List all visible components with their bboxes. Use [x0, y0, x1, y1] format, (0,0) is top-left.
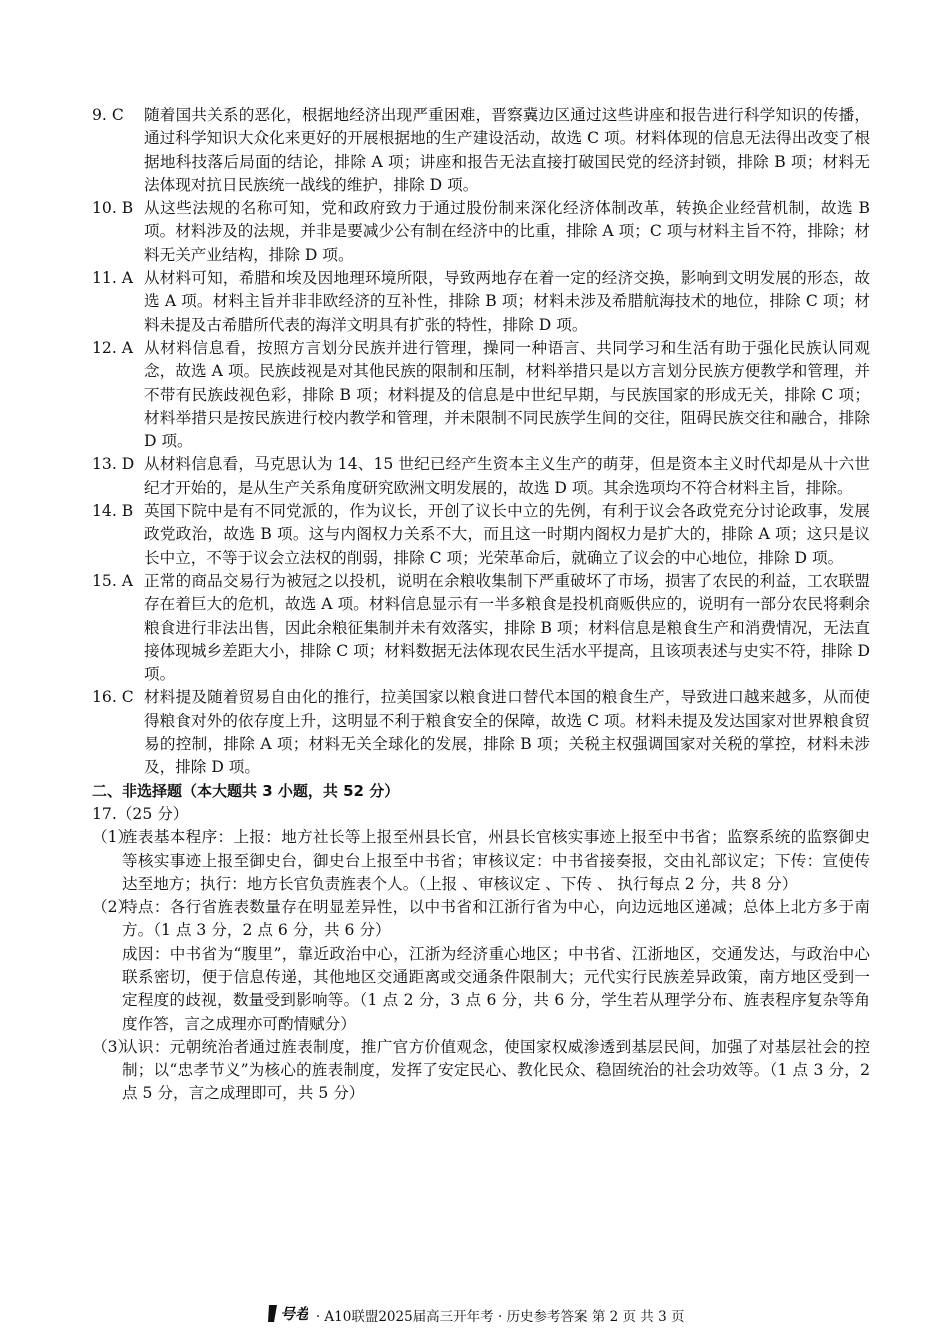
answer-number: 11. A [92, 269, 134, 288]
part-paragraph: 特点：各行省旌表数量存在明显差异性，以中书省和江浙行省为中心，向边远地区递减；总体上北方多于南方。（1 点 3 分，2 点 6 分，共 6 分） [122, 898, 870, 940]
part-paragraph: 旌表基本程序：上报：地方社长等上报至州县长官，州县长官核实事迹上报至中书省；监察系统的监察御史等核实事迹上报至御史台，御史台上报至中书省；审核议定：中书省接奏报，交由礼部议定；下传：宣使传达至地方；执行：地方长官负责旌表个人。（上报 、审核议定 、下传 、 执行每点 2 分，共 8 分） [122, 828, 870, 893]
answer-item [92, 197, 870, 267]
answer-number: 13. D [92, 455, 135, 474]
answer-explanation: 英国下院中是有不同党派的，作为议长，开创了议长中立的先例，有利于议会各政党充分讨论政事，发展政党政治，故选 B 项。这与内阁权力关系不大，而且这一时期内阁权力是扩大的，排除 A 项；这只是议长中立，不等于议会立法权的削弱，排除 C 项；光荣革命后，就确立了议会的中心地位，排除 D 项。 [144, 502, 870, 567]
answer-explanation: 随着国共关系的恶化，根据地经济出现严重困难，晋察冀边区通过这些讲座和报告进行科学知识的传播，通过科学知识大众化来更好的开展根据地的生产建设活动，故选 C 项。材料体现的信息无法得出改变了根据地科技落后局面的结论，排除 A 项；讲座和报告无法直接打破国民党的经济封锁，排除 B 项；材料无法体现对抗日民族统一战线的维护，排除 D 项。 [144, 106, 870, 194]
choice-answers-list [92, 104, 870, 780]
answer-explanation: 从材料可知，希腊和埃及因地理环境所限，导致两地存在着一定的经济交换，影响到文明发展的形态，故选 A 项。材料主旨并非非欧经济的互补性，排除 B 项；材料未涉及希腊航海技术的地位，排除 C 项；材料未提及古希腊所代表的海洋文明具有扩张的特性，排除 D 项。 [144, 269, 870, 334]
answer-number: 10. B [92, 199, 134, 218]
answer-item [92, 570, 870, 686]
answer-explanation: 从这些法规的名称可知，党和政府致力于通过股份制来深化经济体制改革，转换企业经营机制，故选 B 项。材料涉及的法规，并非是要减少公有制在经济中的比重，排除 A 项；C 项与材料主旨不符，排除；材料无关产业结构，排除 D 项。 [144, 199, 870, 264]
answer-number: 15. A [92, 571, 134, 590]
answer-explanation: 材料提及随着贸易自由化的推行，拉美国家以粮食进口替代本国的粮食生产，导致进口越来越多，从而使得粮食对外的依存度上升，这明显不利于粮食安全的保障，故选 C 项。材料未提及发达国家对世界粮食贸易的控制，排除 A 项；材料无关全球化的发展，排除 B 项；关税主权强调国家对关税的掌控，材料未涉及，排除 D 项。 [144, 688, 870, 777]
question-17-part [92, 826, 870, 896]
question-17-parts [92, 826, 870, 1106]
question-17-part [92, 1036, 870, 1106]
part-paragraph: 成因：中书省为“腹里”，靠近政治中心，江浙为经济重心地区；中书省、江浙地区，交通发达，与政治中心联系密切，便于信息传递，其他地区交通距离或交通条件限制大；元代实行民族差异政策，南方地区受到一定程度的歧视，数量受到影响等。（1 点 2 分，3 点 6 分，共 6 分，学生若从理学分布、旌表程序复杂等角度作答，言之成理亦可酌情赋分） [122, 944, 870, 1033]
question-17-part [92, 896, 870, 1036]
svg-text:号卷: 号卷 [279, 1305, 308, 1323]
section-heading: 二、非选择题（本大题共 3 小题，共 52 分） [92, 781, 400, 800]
answer-explanation: 从材料信息看，马克思认为 14、15 世纪已经产生资本主义生产的萌芽，但是资本主义时代却是从十六世纪才开始的，是从生产关系角度研究欧洲文明发展的，故选 D 项。其余选项均不符合材料主旨，排除。 [144, 455, 870, 497]
answer-number: 12. A [92, 338, 134, 357]
answer-item [92, 337, 870, 453]
answer-explanation: 正常的商品交易行为被冠之以投机，说明在余粮收集制下严重破坏了市场，损害了农民的利益，工农联盟存在着巨大的危机，故选 A 项。材料信息显示有一半多粮食是投机商贩供应的，说明有一部分农民将剩余粮食进行非法出售，因此余粮征集制并未有效落实，排除 B 项；材料信息是粮食生产和消费情况，无法直接体现城乡差距大小，排除 C 项；材料数据无法体现农民生活水平提高，且该项表述与史实不符，排除 D 项。 [144, 571, 870, 684]
answer-item [92, 104, 870, 197]
brand-logo [266, 1302, 308, 1328]
question-17-title: 17.（25 分） [92, 804, 189, 823]
part-number: （1） [92, 828, 134, 847]
part-paragraph: 认识：元朝统治者通过旌表制度，推广官方价值观念，使国家权威渗透到基层民间，加强了对基层社会的控制；以“忠孝节义”为核心的旌表制度，发挥了安定民心、教化民众、稳固统治的社会功效等。（1 点 3 分，2 点 5 分，言之成理即可，共 5 分） [122, 1037, 870, 1103]
answer-number: 16. C [92, 688, 134, 707]
answer-explanation: 从材料信息看，按照方言划分民族并进行管理，操同一种语言、共同学习和生活有助于强化民族认同观念，故选 A 项。民族歧视是对其他民族的限制和压制，材料举措只是以方言划分民族方便教学和管理，并不带有民族歧视色彩，排除 B 项；材料提及的信息是中世纪早期，与民族国家的形成无关，排除 C 项；材料举措只是按民族进行校内教学和管理，并未限制不同民族学生间的交往，阻碍民族交往和融合，排除 D 项。 [144, 338, 870, 451]
part-number: （2） [92, 898, 134, 917]
part-number: （3） [92, 1037, 134, 1056]
footer-text: · A10联盟2025届高三开年考 · 历史参考答案 第 2 页 共 3 页 [315, 1309, 685, 1325]
answer-item [92, 686, 870, 779]
answer-number: 9. C [92, 106, 124, 124]
answer-content [92, 104, 870, 1106]
answer-item [92, 267, 870, 337]
page-footer [0, 1302, 950, 1328]
answer-item [92, 500, 870, 570]
answer-number: 14. B [92, 502, 134, 521]
answer-item [92, 453, 870, 500]
